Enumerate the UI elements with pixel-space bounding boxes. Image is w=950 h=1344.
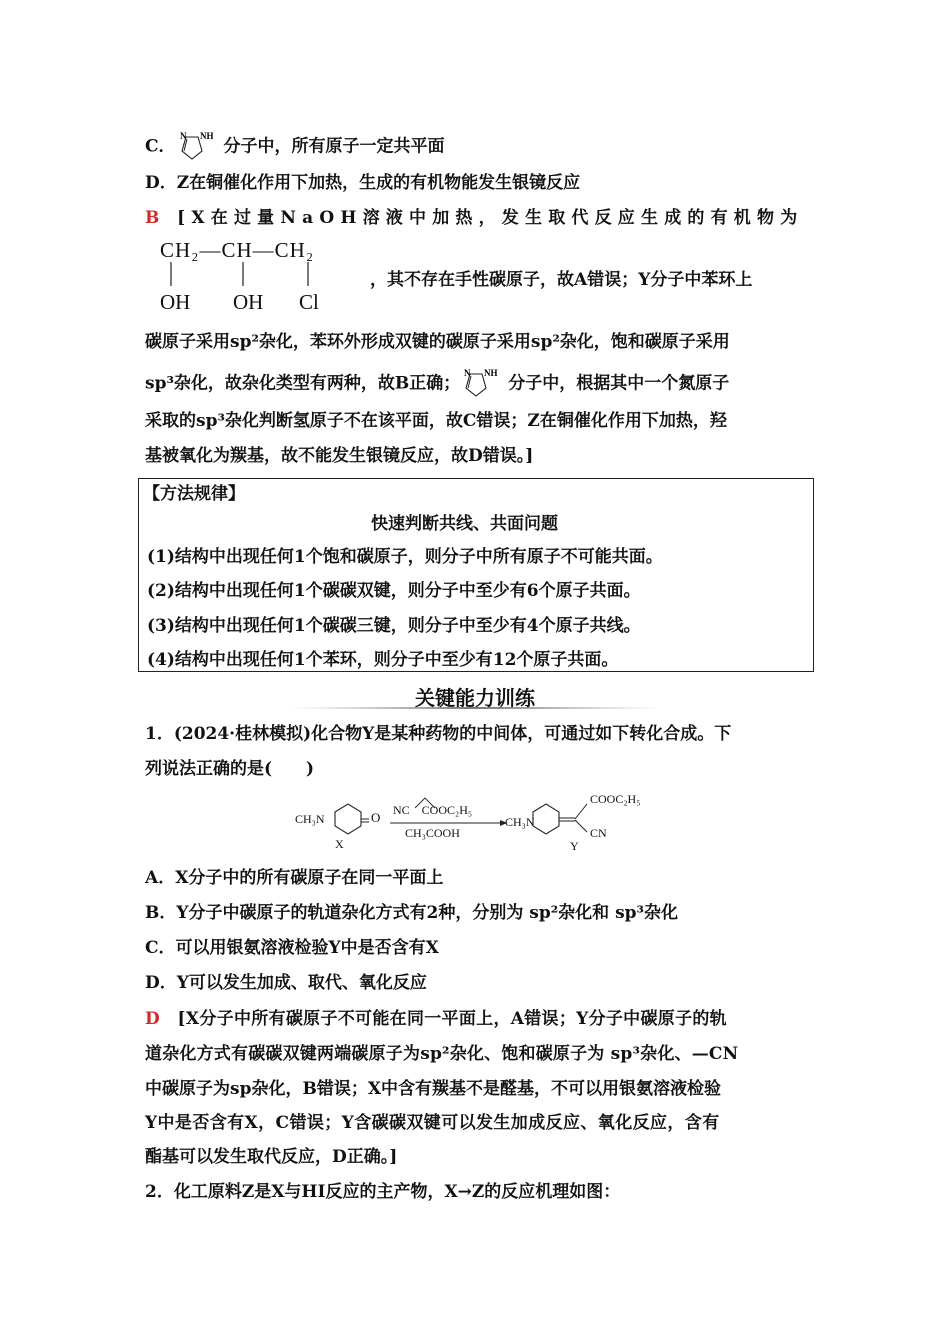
explanation-line-4 (145, 368, 729, 400)
q1-answer-line-1 (145, 1008, 727, 1030)
explanation-line-5: 采取的sp³杂化判断氢原子不在该平面，故C错误；Z在铜催化作用下加热，羟 (145, 411, 727, 431)
imidazole-structure-icon (176, 131, 224, 163)
section-header (290, 680, 660, 712)
svg-text:NH: NH (484, 368, 498, 378)
structure-oh-1: OH (160, 290, 191, 314)
answer-line-1 (145, 207, 803, 229)
q1-answer-letter: D (145, 1009, 160, 1029)
explanation-line-4a: sp³杂化，故杂化类型有两种，故B正确； (145, 373, 461, 394)
explanation-line-3: 碳原子采用sp²杂化，苯环外形成双键的碳原子采用sp²杂化，饱和碳原子采用 (145, 332, 730, 352)
q1-option-a: A．X分子中的所有碳原子在同一平面上 (145, 868, 444, 888)
method-tag: 【方法规律】 (143, 484, 245, 504)
y-cyano-group: CN (590, 826, 607, 840)
answer-letter: B (145, 208, 160, 228)
imidazole-structure-icon (460, 368, 508, 400)
svg-text:N: N (179, 131, 187, 141)
structure-bonds-icon (160, 260, 370, 290)
explanation-line-2: ，其不存在手性碳原子，故A错误；Y分子中苯环上 (370, 270, 753, 290)
y-ester-group: COOC₂H₅ (590, 792, 641, 806)
q1-stem-line-1: 1．(2024·桂林模拟)化合物Y是某种药物的中间体，可通过如下转化合成。下 (145, 724, 732, 744)
structure-top: CH₂—CH—CH₂ (160, 238, 315, 262)
y-label: Y (570, 839, 579, 853)
method-rule-2: (2)结构中出现任何1个碳碳双键，则分子中至少有6个原子共面。 (147, 581, 641, 601)
section-title: 关键能力训练 (415, 686, 535, 710)
q1-stem-line-2: 列说法正确的是( ) (145, 759, 315, 779)
option-c-prefix: C． (145, 136, 176, 157)
reagent-bottom: CH₃COOH (405, 826, 460, 840)
structure-cl: Cl (299, 290, 319, 314)
option-c (145, 131, 445, 163)
q1-option-b: B．Y分子中碳原子的轨道杂化方式有2种，分别为 sp²杂化和 sp³杂化 (145, 903, 678, 923)
q1-explanation-line-2: 道杂化方式有碳碳双键两端碳原子为sp²杂化、饱和碳原子为 sp³杂化、—CN (145, 1044, 739, 1064)
x-carbonyl-oxygen: O (371, 810, 381, 825)
reaction-scheme (295, 790, 665, 852)
method-rule-4: (4)结构中出现任何1个苯环，则分子中至少有12个原子共面。 (147, 650, 619, 670)
x-label: X (335, 837, 344, 851)
q1-explanation-line-4: Y中是否含有X，C错误；Y含碳碳双键可以发生加成反应、氧化反应，含有 (145, 1113, 720, 1133)
x-methyl-group: CH₃N (295, 812, 325, 826)
structure-oh-2: OH (233, 290, 264, 314)
explanation-line-6: 基被氧化为羰基，故不能发生银镜反应，故D错误。] (145, 446, 534, 466)
q1-option-c: C．可以用银氨溶液检验Y中是否含有X (145, 938, 439, 958)
option-c-text: 分子中，所有原子一定共平面 (223, 136, 445, 157)
method-rules-box (138, 478, 814, 672)
method-rule-1: (1)结构中出现任何1个饱和碳原子，则分子中所有原子不可能共面。 (147, 547, 663, 567)
q1-explanation-line-1: [X分子中所有碳原子不可能在同一平面上，A错误；Y分子中碳原子的轨 (177, 1009, 727, 1029)
glycerol-chloride-structure (160, 238, 370, 318)
method-rule-3: (3)结构中出现任何1个碳碳三键，则分子中至少有4个原子共线。 (147, 616, 641, 636)
explanation-line-4b: 分子中，根据其中一个氮原子 (508, 373, 730, 394)
y-methyl-group: CH₃N (505, 815, 535, 829)
option-d: D．Z在铜催化作用下加热，生成的有机物能发生银镜反应 (145, 173, 581, 193)
explanation-line-1: [X在过量NaOH溶液中加热，发生取代反应生成的有机物为 (177, 208, 804, 228)
q1-explanation-line-5: 酯基可以发生取代反应，D正确。] (145, 1147, 398, 1167)
q2-stem: 2．化工原料Z是X与HI反应的主产物，X→Z的反应机理如图： (145, 1182, 621, 1202)
svg-text:N: N (464, 368, 471, 378)
method-title: 快速判断共线、共面问题 (371, 514, 558, 534)
reagent-top: NC COOC₂H₅ (393, 803, 473, 817)
q1-explanation-line-3: 中碳原子为sp杂化，B错误；X中含有羰基不是醛基，不可以用银氨溶液检验 (145, 1079, 722, 1099)
q1-option-d: D．Y可以发生加成、取代、氧化反应 (145, 973, 427, 993)
svg-text:NH: NH (199, 131, 214, 141)
